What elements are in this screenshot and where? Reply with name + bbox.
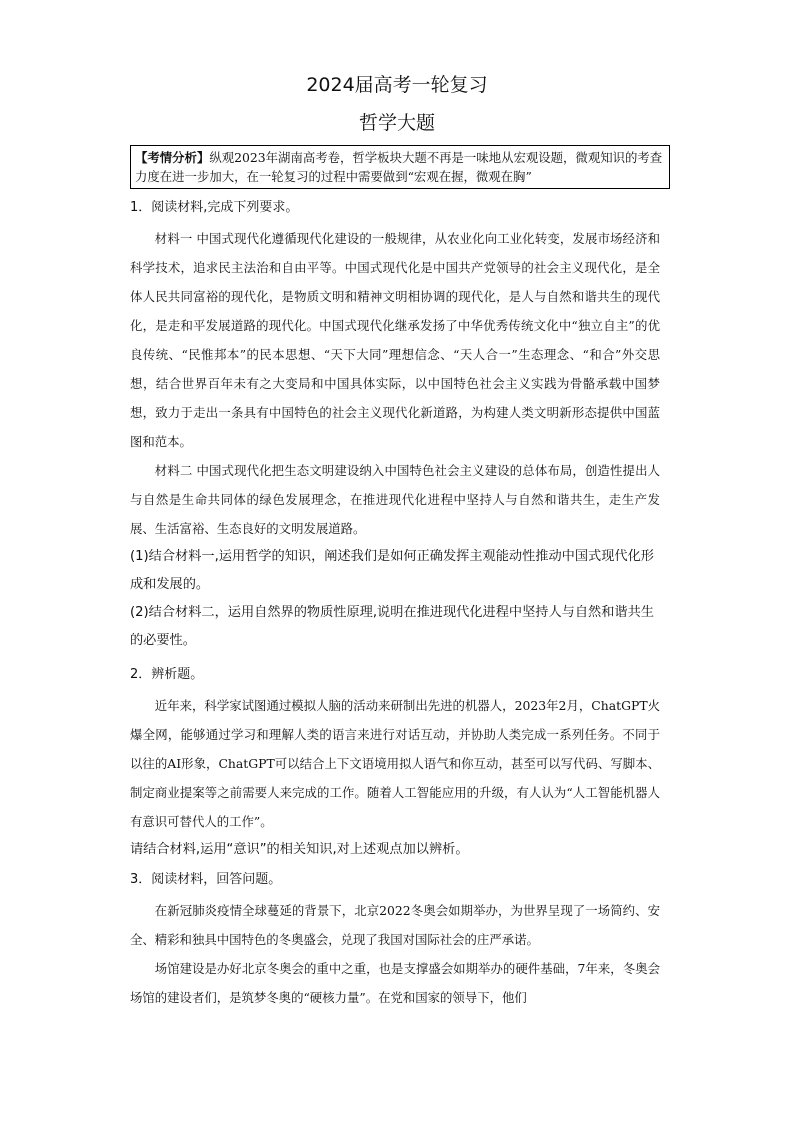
question-1-material-2: 材料二 中国式现代化把生态文明建设纳入中国特色社会主义建设的总体布局，创造性提出人与自然是生命共同体的绿色发展理念，在推进现代化进程中坚持人与自然和谐共生，走生产发展、生活富裕、生态良好的文明发展道路。 bbox=[130, 463, 660, 536]
document-subtitle: 哲学大题 bbox=[358, 112, 435, 134]
question-1-sub-1: (1)结合材料一,运用哲学的知识，阐述我们是如何正确发挥主观能动性推动中国式现代化形成和发展的。 bbox=[130, 549, 654, 592]
question-1-heading: 1．阅读材料,完成下列要求。 bbox=[130, 200, 299, 215]
question-2-heading: 2．辨析题。 bbox=[130, 667, 204, 682]
question-2-material: 近年来，科学家试图通过模拟人脑的活动来研制出先进的机器人，2023年2月，ChatGPT火爆全网，能够通过学习和理解人类的语言来进行对话互动，并协助人类完成一系列任务。不同于以往的AI形象，ChatGPT可以结合上下文语境用拟人语气和你互动，甚至可以写代码、写脚本、制定商业提案等之前需要人来完成的工作。随着人工智能应用的升级，有人认为“人工智能机器人有意识可替代人的工作”。 bbox=[130, 698, 660, 829]
document-body bbox=[130, 192, 660, 1012]
analysis-label: 【考情分析】 bbox=[135, 150, 210, 165]
question-3-paragraph-1: 在新冠肺炎疫情全球蔓延的背景下，北京2022冬奥会如期举办，为世界呈现了一场简约、安全、精彩和独具中国特色的冬奥盛会，兑现了我国对国际社会的庄严承诺。 bbox=[130, 903, 660, 947]
question-3-paragraph-2: 场馆建设是办好北京冬奥会的重中之重，也是支撑盛会如期举办的硬件基础，7年来，冬奥会场馆的建设者们，是筑梦冬奥的“硬核力量”。在党和国家的领导下，他们 bbox=[130, 961, 660, 1005]
analysis-box bbox=[130, 145, 670, 189]
question-3-heading: 3．阅读材料，回答问题。 bbox=[130, 872, 282, 887]
document-title: 2024届高考一轮复习 bbox=[306, 74, 488, 96]
question-1-sub-2: (2)结合材料二，运用自然界的物质性原理,说明在推进现代化进程中坚持人与自然和谐共生的必要性。 bbox=[130, 605, 654, 648]
question-2-prompt: 请结合材料,运用“意识”的相关知识,对上述观点加以辨析。 bbox=[130, 842, 469, 857]
question-1-material-1: 材料一 中国式现代化遵循现代化建设的一般规律，从农业化向工业化转变，发展市场经济和科学技术，追求民主法治和自由平等。中国式现代化是中国共产党领导的社会主义现代化，是全体人民共同富裕的现代化，是物质文明和精神文明相协调的现代化，是人与自然和谐共生的现代化，是走和平发展道路的现代化。中国式现代化继承发扬了中华优秀传统文化中“独立自主”的优良传统、“民惟邦本”的民本思想、“天下大同”理想信念、“天人合一”生态理念、“和合”外交思想，结合世界百年未有之大变局和中国具体实际，以中国特色社会主义实践为骨骼承载中国梦想，致力于走出一条具有中国特色的社会主义现代化新道路，为构建人类文明新形态提供中国蓝图和范本。 bbox=[130, 231, 660, 449]
analysis-text: 纵观2023年湖南高考卷，哲学板块大题不再是一味地从宏观设题，微观知识的考查力度在进一步加大，在一轮复习的过程中需要做到“宏观在握，微观在胸” bbox=[135, 150, 663, 184]
